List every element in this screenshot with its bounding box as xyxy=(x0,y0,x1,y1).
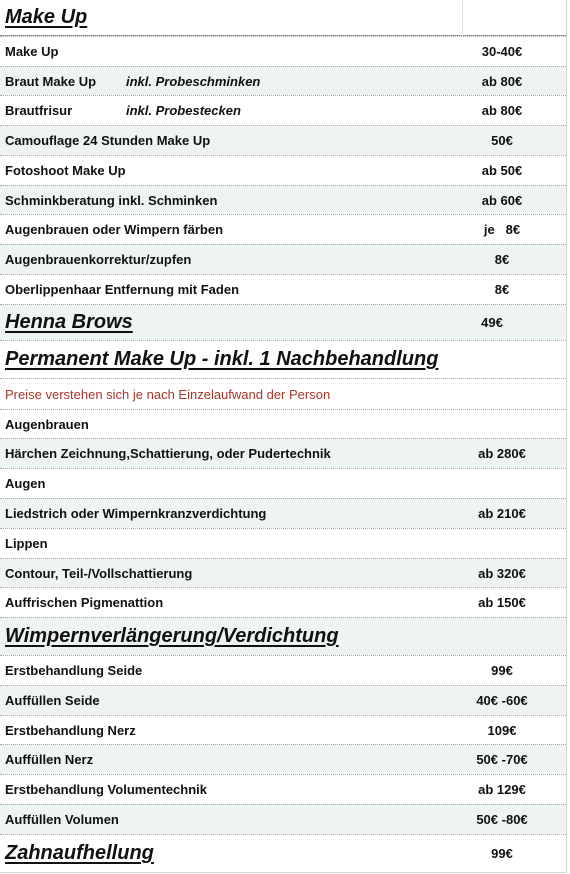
service-name: Contour, Teil-/Vollschattierung xyxy=(5,565,193,581)
price-row xyxy=(0,66,566,95)
price-row xyxy=(0,214,566,244)
service-name: Auffüllen Seide xyxy=(5,693,100,708)
service-name: Augenbrauenkorrektur/zupfen xyxy=(5,252,192,267)
section-title: Zahnaufhellung xyxy=(5,842,154,864)
category-row xyxy=(0,528,566,558)
service-price: ab 80€ xyxy=(481,103,523,118)
service-price: ab 80€ xyxy=(481,73,523,89)
price-row xyxy=(0,685,566,715)
service-name: Erstbehandlung Volumentechnik xyxy=(5,782,208,797)
price-row xyxy=(0,95,566,125)
section-title: Permanent Make Up - inkl. 1 Nachbehandlung xyxy=(5,348,439,370)
service-price: ab 210€ xyxy=(478,506,526,521)
price-row xyxy=(0,744,566,774)
price-row xyxy=(0,774,566,804)
section-title: Henna Brows xyxy=(5,311,133,333)
service-price: 50€ -80€ xyxy=(476,812,528,827)
price-row xyxy=(0,274,566,304)
section-header-teeth-whitening xyxy=(0,834,566,872)
service-price: ab 150€ xyxy=(478,595,526,610)
price-row xyxy=(0,244,566,274)
category-row xyxy=(0,468,566,498)
service-price: ab 280€ xyxy=(478,446,526,461)
price-row xyxy=(0,587,566,617)
service-name: Liedstrich oder Wimpernkranzverdichtung xyxy=(5,506,267,521)
service-price: 8€ xyxy=(494,252,510,267)
service-price: ab 60€ xyxy=(481,192,523,208)
price-row xyxy=(0,125,566,155)
price-note-row xyxy=(0,378,566,409)
service-name: Auffüllen Nerz xyxy=(5,752,94,767)
service-note: inkl. Probestecken xyxy=(126,103,241,118)
price-row xyxy=(0,498,566,528)
service-name: Brautfrisur xyxy=(5,103,73,118)
service-name: Auffrischen Pigmenattion xyxy=(5,595,164,610)
category-row xyxy=(0,409,566,438)
price-row xyxy=(0,558,566,587)
price-row xyxy=(0,438,566,468)
service-price: 99€ xyxy=(491,846,513,861)
section-title: Make Up xyxy=(5,6,88,28)
service-name: Oberlippenhaar Entfernung mit Faden xyxy=(5,282,240,297)
service-price: ab 320€ xyxy=(478,565,526,581)
service-price: 109€ xyxy=(487,722,517,738)
price-row xyxy=(0,155,566,185)
section-header-henna-brows xyxy=(0,304,566,340)
price-row xyxy=(0,804,566,834)
service-price: 99€ xyxy=(491,663,513,678)
section-header-make-up xyxy=(0,0,566,36)
service-name: Härchen Zeichnung,Schattierung, oder Pudertechnik xyxy=(5,446,331,461)
price-note: Preise verstehen sich je nach Einzelaufwand der Person xyxy=(5,386,331,402)
section-title: Wimpernverlängerung/Verdichtung xyxy=(5,625,339,647)
price-row xyxy=(0,655,566,685)
section-header-permanent-make-up xyxy=(0,340,566,378)
price-row xyxy=(0,715,566,744)
service-price: 49€ xyxy=(481,315,503,330)
service-name: Erstbehandlung Nerz xyxy=(5,722,136,738)
service-name: Auffüllen Volumen xyxy=(5,812,119,827)
column-divider xyxy=(462,0,463,36)
price-row xyxy=(0,36,566,66)
service-price: 30-40€ xyxy=(481,44,523,59)
service-price: 50€ xyxy=(491,133,513,148)
category-name: Lippen xyxy=(5,536,48,551)
service-name: Camouflage 24 Stunden Make Up xyxy=(5,133,211,148)
price-row xyxy=(0,185,566,214)
service-name: Braut Make Up xyxy=(5,73,97,89)
category-name: Augenbrauen xyxy=(5,416,89,432)
service-name: Augenbrauen oder Wimpern färben xyxy=(5,222,224,237)
service-price: ab 129€ xyxy=(478,782,526,797)
service-name: Fotoshoot Make Up xyxy=(5,163,126,178)
service-price: 50€ -70€ xyxy=(476,752,528,767)
service-name: Schminkberatung inkl. Schminken xyxy=(5,192,218,208)
service-name: Make Up xyxy=(5,44,59,59)
section-header-lash-extension xyxy=(0,617,566,655)
service-name: Erstbehandlung Seide xyxy=(5,663,143,678)
service-price: ab 50€ xyxy=(481,163,523,178)
service-price: 40€ -60€ xyxy=(476,693,528,708)
service-note: inkl. Probeschminken xyxy=(126,73,261,89)
service-price: 8€ xyxy=(494,282,510,297)
category-name: Augen xyxy=(5,476,46,491)
service-price: je 8€ xyxy=(483,222,521,237)
